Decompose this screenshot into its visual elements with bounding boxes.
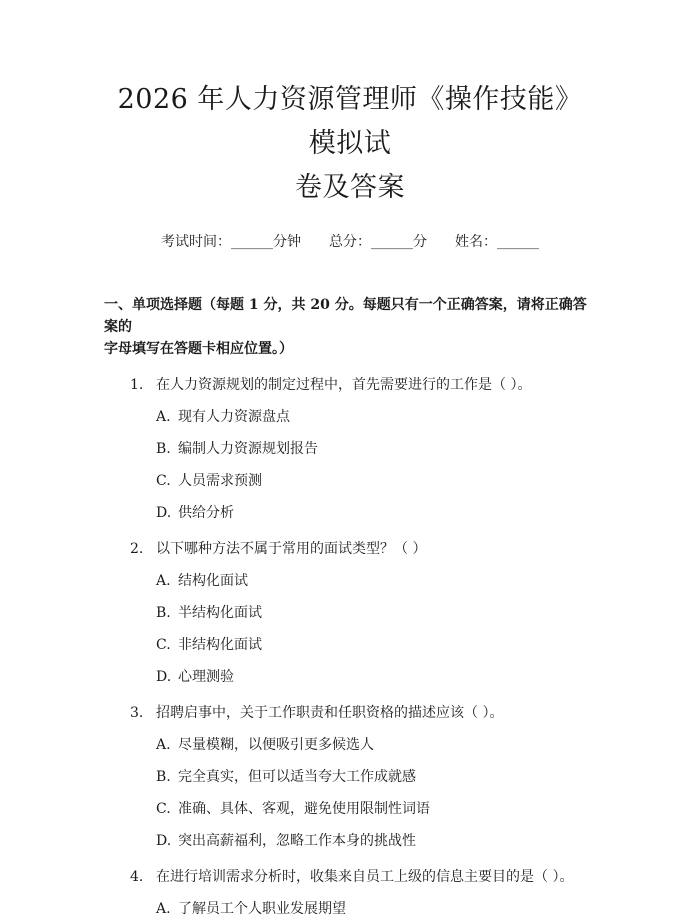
question-3-option-b — [104, 766, 596, 788]
option-text: 准确、具体、客观，避免使用限制性词语 — [178, 801, 430, 817]
question-text: 招聘启事中，关于工作职责和任职资格的描述应该（ ）。 — [156, 705, 504, 721]
option-text: 尽量模糊，以便吸引更多候选人 — [178, 737, 374, 753]
section-title-line-2: 字母填写在答题卡相应位置。） — [104, 341, 293, 357]
option-text: 半结构化面试 — [178, 605, 262, 621]
question-2-option-d — [104, 666, 596, 688]
option-label: D. — [156, 833, 172, 849]
question-1-option-a — [104, 406, 596, 428]
option-text: 供给分析 — [178, 505, 234, 521]
title-line-1: 2026 年人力资源管理师《操作技能》模拟试 — [117, 84, 583, 159]
question-2-option-a — [104, 570, 596, 592]
option-label: D. — [156, 669, 172, 685]
question-1-option-d — [104, 502, 596, 524]
option-text: 了解员工个人职业发展期望 — [178, 901, 346, 917]
question-1-option-b — [104, 438, 596, 460]
exam-total-score: 总分：______分 — [329, 234, 427, 250]
option-text: 突出高薪福利，忽略工作本身的挑战性 — [178, 833, 416, 849]
question-3-option-c — [104, 798, 596, 820]
question-3 — [104, 702, 596, 724]
title-line-2: 卷及答案 — [295, 172, 405, 203]
option-text: 现有人力资源盘点 — [178, 409, 290, 425]
question-3-option-a — [104, 734, 596, 756]
question-number: 1. — [130, 377, 144, 393]
option-label: C. — [156, 473, 171, 489]
question-4 — [104, 866, 596, 888]
option-text: 人员需求预测 — [178, 473, 262, 489]
exam-meta — [104, 232, 596, 252]
question-4-option-a — [104, 898, 596, 920]
option-text: 完全真实，但可以适当夸大工作成就感 — [178, 769, 416, 785]
exam-name-field: 姓名：______ — [455, 234, 539, 250]
question-1 — [104, 374, 596, 396]
question-2-option-b — [104, 602, 596, 624]
question-1-option-c — [104, 470, 596, 492]
question-2-option-c — [104, 634, 596, 656]
option-text: 心理测验 — [178, 669, 234, 685]
option-label: B. — [156, 605, 171, 621]
option-label: D. — [156, 505, 172, 521]
option-label: A. — [156, 573, 171, 589]
question-number: 2. — [130, 541, 144, 557]
section-title-line-1: 一、单项选择题（每题 1 分，共 20 分。每题只有一个正确答案，请将正确答案的 — [104, 297, 587, 335]
option-label: A. — [156, 901, 171, 917]
document-title — [104, 0, 596, 210]
question-text: 以下哪种方法不属于常用的面试类型？（ ） — [156, 541, 427, 557]
section-title — [104, 294, 596, 360]
question-text: 在进行培训需求分析时，收集来自员工上级的信息主要目的是（ ）。 — [156, 869, 574, 885]
exam-time: 考试时间：______分钟 — [161, 234, 301, 250]
question-2 — [104, 538, 596, 560]
question-text: 在人力资源规划的制定过程中，首先需要进行的工作是（ ）。 — [156, 377, 532, 393]
question-number: 3. — [130, 705, 144, 721]
option-text: 编制人力资源规划报告 — [178, 441, 318, 457]
question-3-option-d — [104, 830, 596, 852]
option-label: C. — [156, 801, 171, 817]
option-label: B. — [156, 441, 171, 457]
option-label: A. — [156, 409, 171, 425]
option-text: 非结构化面试 — [178, 637, 262, 653]
option-label: A. — [156, 737, 171, 753]
option-label: C. — [156, 637, 171, 653]
option-label: B. — [156, 769, 171, 785]
option-text: 结构化面试 — [178, 573, 248, 589]
question-number: 4. — [130, 869, 144, 885]
